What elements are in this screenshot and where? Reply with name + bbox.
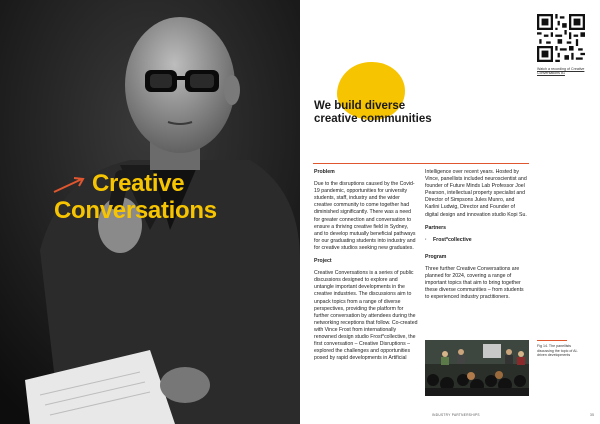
qr-caption-link[interactable]: Watch a recording of Creative Conversations #1 bbox=[537, 67, 585, 76]
text-column-1 bbox=[314, 169, 418, 368]
divider bbox=[313, 163, 529, 164]
headline-line-2: Conversations bbox=[54, 197, 217, 224]
problem-heading: Problem bbox=[314, 169, 335, 175]
headline bbox=[54, 170, 294, 224]
partner-label: Frost*collective bbox=[433, 236, 472, 243]
qr-code[interactable] bbox=[537, 14, 585, 62]
audience-photo bbox=[425, 340, 529, 396]
project-text: Creative Conversations is a series of public discussions designed to explore and untangle important developments in the creative industries. The discussions aim to unpack topics from a range of diverse perspectives, providing the platform for further conversation by attendees during the networking receptions that follow. Co-created with Vince Frost from internationally renowned design studio Frost*collective, the first conversation – Creative Disruptions – explored the challenges and opportunities posed by rapid developments in Artificial bbox=[314, 270, 418, 362]
program-heading: Program bbox=[425, 253, 447, 260]
caption-rule bbox=[537, 340, 567, 341]
partner-item: · Frost*collective bbox=[425, 236, 472, 243]
problem-text: Due to the disruptions caused by the Covid-19 pandemic, opportunities for university students, staff, industry and the wider creative community to come together had diminished significantly. There was a need for greater connection and conversation to ensure a thriving creative field in Sydney, and to develop mutually beneficial pathways for our graduating students into industry and for creative studios seeking new graduates. bbox=[314, 181, 416, 251]
program-text: Three further Creative Conversations are planned for 2024, covering a range of important topics that aim to bring together these diverse communities – from students to experienced industry practitioners. bbox=[425, 265, 524, 301]
text-column-2 bbox=[425, 169, 529, 307]
page-title bbox=[314, 100, 494, 126]
title-line-1: We build diverse bbox=[314, 100, 406, 112]
project-text-continued: Intelligence over recent years. Hosted by Vince, panellists included neuroscientist and founder of Future Minds Lab Professor Joel Pearson, intellectual property specialist and Director of Simpsons Jules Munro, and Karlini Ludwig, Director and Founder of digital design and innovation studio Kopi Su. bbox=[425, 169, 527, 218]
headline-line-1: Creative bbox=[92, 170, 185, 197]
title-line-2: creative communities bbox=[314, 113, 432, 125]
project-heading: Project bbox=[314, 258, 332, 265]
page-number: 35 bbox=[590, 413, 595, 417]
footer-section-label: INDUSTRY PARTNERSHIPS bbox=[432, 413, 480, 417]
partners-heading: Partners bbox=[425, 224, 447, 231]
figure-caption: Fig 14. The panellists discussing the topic of AI-driven developments bbox=[537, 344, 578, 358]
